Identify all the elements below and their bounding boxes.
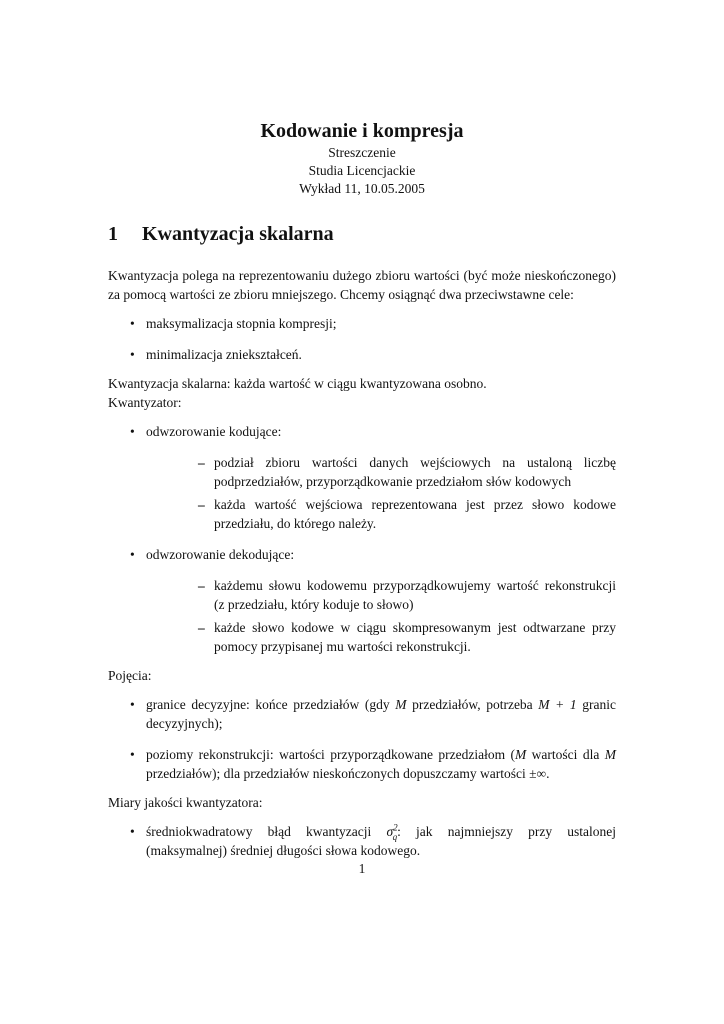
document-title: Kodowanie i kompresja [260, 120, 464, 142]
levels-text: wartości dla [526, 747, 605, 762]
levels-text: przedziałów); dla przedziałów nieskończonych dopuszczamy wartości [146, 766, 530, 781]
section-heading [108, 222, 334, 246]
math-plus-minus-infinity: ±∞ [529, 766, 547, 781]
section-body [108, 266, 616, 860]
sublist-item: – podział zbioru wartości danych wejściowych na ustaloną liczbę podprzedziałów, przyporządkowanie przedziałom słów kodowych [146, 453, 616, 491]
sublist-item: – każda wartość wejściowa reprezentowana jest przez słowo kodowe przedziału, do którego należy. [146, 495, 616, 533]
levels-text: . [546, 766, 550, 781]
subtitle-abstract: Streszczenie [328, 145, 396, 160]
scalar-definition: Kwantyzacja skalarna: każda wartość w ciągu kwantyzowana osobno. [108, 376, 487, 391]
encoding-sublist [146, 453, 616, 533]
boundaries-text: przedziałów, potrzeba [406, 697, 539, 712]
subtitle-lecture: Wykład 11, 10.05.2005 [299, 181, 425, 196]
list-item-decoding [108, 545, 616, 656]
decoding-sublist [146, 576, 616, 656]
quantizer-label: Kwantyzator: [108, 395, 182, 410]
goals-list [108, 314, 616, 364]
sigma-sup: 2 [393, 822, 398, 833]
mse-text: : jak najmniejszy przy ustalonej (maksymalnej) średniej długości słowa kodowego. [146, 824, 617, 858]
quality-list [108, 822, 616, 860]
list-item-encoding [108, 422, 616, 533]
mse-text: średniokwadratowy błąd kwantyzacji [146, 824, 387, 839]
math-m: M [395, 697, 407, 712]
page-number: 1 [358, 861, 366, 876]
list-item: • maksymalizacja stopnia kompresji; [108, 314, 616, 333]
list-item-levels [108, 745, 616, 783]
section-number: 1 [108, 223, 118, 245]
quality-label: Miary jakości kwantyzatora: [108, 795, 263, 810]
math-sigma-q-squared [386, 822, 397, 841]
list-item-boundaries [108, 695, 616, 733]
concepts-label: Pojęcia: [108, 668, 152, 683]
list-item: • minimalizacja zniekształceń. [108, 345, 616, 364]
sigma-sub: q [392, 831, 398, 842]
sigma-symbol: σ [386, 824, 394, 839]
concepts-list [108, 695, 616, 783]
boundaries-text: granic decyzyjnych); [146, 697, 617, 731]
math-m-plus-one: M + 1 [538, 697, 577, 712]
quantizer-list [108, 422, 616, 656]
math-m: M [604, 747, 616, 762]
sublist-item: – każde słowo kodowe w ciągu skompresowanym jest odtwarzane przy pomocy przypisanej mu wartości rekonstrukcji. [146, 618, 616, 656]
encoding-label: odwzorowanie kodujące: [146, 424, 282, 439]
math-m: M [515, 747, 527, 762]
section-title: Kwantyzacja skalarna [142, 223, 334, 245]
intro-paragraph: Kwantyzacja polega na reprezentowaniu dużego zbioru wartości (być może nieskończonego) za pomocą wartości ze zbioru mniejszego. Chcemy osiągnąć dwa przeciwstawne cele: [108, 268, 616, 302]
list-item-mse [108, 822, 616, 860]
subtitle-studies: Studia Licencjackie [308, 163, 416, 178]
levels-text: poziomy rekonstrukcji: wartości przyporządkowane przedziałom ( [146, 747, 515, 762]
title-block [108, 118, 616, 198]
decoding-label: odwzorowanie dekodujące: [146, 547, 295, 562]
sublist-item: – każdemu słowu kodowemu przyporządkowujemy wartość rekonstrukcji (z przedziału, który koduje to słowo) [146, 576, 616, 614]
boundaries-text: granice decyzyjne: końce przedziałów (gdy [146, 697, 396, 712]
